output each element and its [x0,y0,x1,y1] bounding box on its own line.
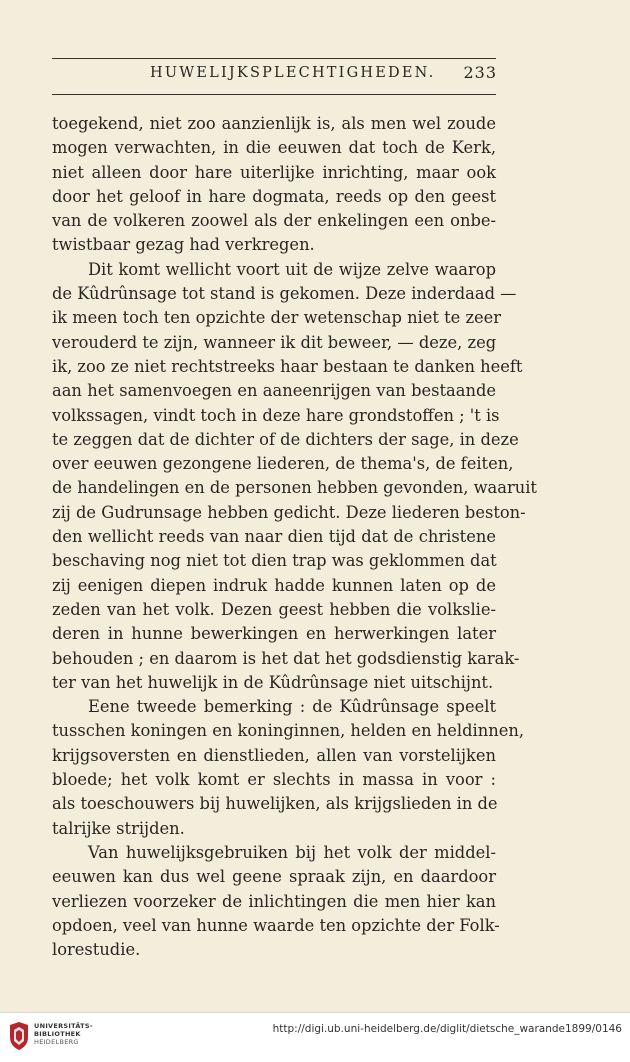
text-line: den wellicht reeds van naar dien tijd dat de christene [52,527,496,547]
text-line: bloede; het volk komt er slechts in massa in voor : [52,770,496,790]
page-number: 233 [463,63,497,82]
library-name [34,1022,93,1046]
text-line: krijgsoversten en dienstlieden, allen van vorstelijken [52,745,496,765]
text-line: te zeggen dat de dichter of de dichters der sage, in deze [52,429,519,449]
text-line: deren in hunne bewerkingen en herwerkingen later [52,624,496,644]
text-line: talrijke strijden. [52,818,185,838]
header-rule-top [52,58,496,59]
text-line: aan het samenvoegen en aaneenrijgen van bestaande [52,381,496,401]
running-head [52,63,496,89]
running-head-title: HUWELIJKSPLECHTIGHEDEN. [150,65,436,81]
text-line: de handelingen en de personen hebben gevonden, waaruit [52,478,537,498]
text-line: Van huwelijksgebruiken bij het volk der middel- [88,842,496,862]
text-line: eeuwen kan dus wel geene spraak zijn, en daardoor [52,867,496,887]
text-line: van de volkeren zoowel als der enkelingen een onbe- [52,211,496,231]
text-line: verouderd te zijn, wanneer ik dit beweer, — deze, zeg [52,332,497,352]
text-line: als toeschouwers bij huwelijken, als krijgslieden in de [52,794,498,814]
text-line: verliezen voorzeker de inlichtingen die men hier kan [52,891,496,911]
text-line: beschaving nog niet tot dien trap was geklommen dat [52,551,497,571]
text-line: door het geloof in hare dogmata, reeds op den geest [52,186,496,206]
library-name-line: BIBLIOTHEK [34,1030,81,1038]
text-line: Eene tweede bemerking : de Kûdrûnsage speelt [88,697,496,717]
text-line: opdoen, veel van hunne waarde ten opzichte der Folk- [52,915,500,935]
body-text [52,112,537,962]
header-rule-bottom [52,94,496,95]
text-line: mogen verwachten, in die eeuwen dat toch de Kerk, [52,138,496,158]
text-line: zij eenigen diepen indruk hadde kunnen laten op de [52,575,496,595]
text-line: lorestudie. [52,940,141,960]
text-line: twistbaar gezag had verkregen. [52,235,315,255]
text-line: toegekend, niet zoo aanzienlijk is, als men wel zoude [52,114,496,133]
text-line: de Kûdrûnsage tot stand is gekomen. Deze inderdaad — [52,284,517,304]
heidelberg-library-logo-icon [8,1021,30,1051]
library-name-line: UNIVERSITÄTS- [34,1022,93,1030]
text-line: Dit komt wellicht voort uit de wijze zelve waarop [88,259,496,279]
text-line: ik, zoo ze niet rechtstreeks haar bestaan te danken heeft [52,356,523,376]
text-line: over eeuwen gezongene liederen, de thema's, de feiten, [52,454,514,474]
text-line: ter van het huwelijk in de Kûdrûnsage niet uitschijnt. [52,672,494,692]
text-line: behouden ; en daarom is het dat het godsdienstig karak- [52,648,520,668]
text-line: tusschen koningen en koninginnen, helden en heldinnen, [52,721,524,741]
text-line: zeden van het volk. Dezen geest hebben die volkslie- [52,599,496,619]
text-line: zij de Gudrunsage hebben gedicht. Deze liederen beston- [52,502,526,522]
viewer-footer [0,1012,630,1062]
text-line: ik meen toch ten opzichte der wetenschap niet te zeer [52,308,502,328]
permalink-url[interactable]: http://digi.ub.uni-heidelberg.de/diglit/dietsche_warande1899/0146 [272,1023,622,1035]
library-name-line: HEIDELBERG [34,1038,79,1046]
text-line: volkssagen, vindt toch in deze hare grondstoffen ; 't is [52,405,500,425]
text-line: niet alleen door hare uiterlijke inrichting, maar ook [52,162,496,182]
